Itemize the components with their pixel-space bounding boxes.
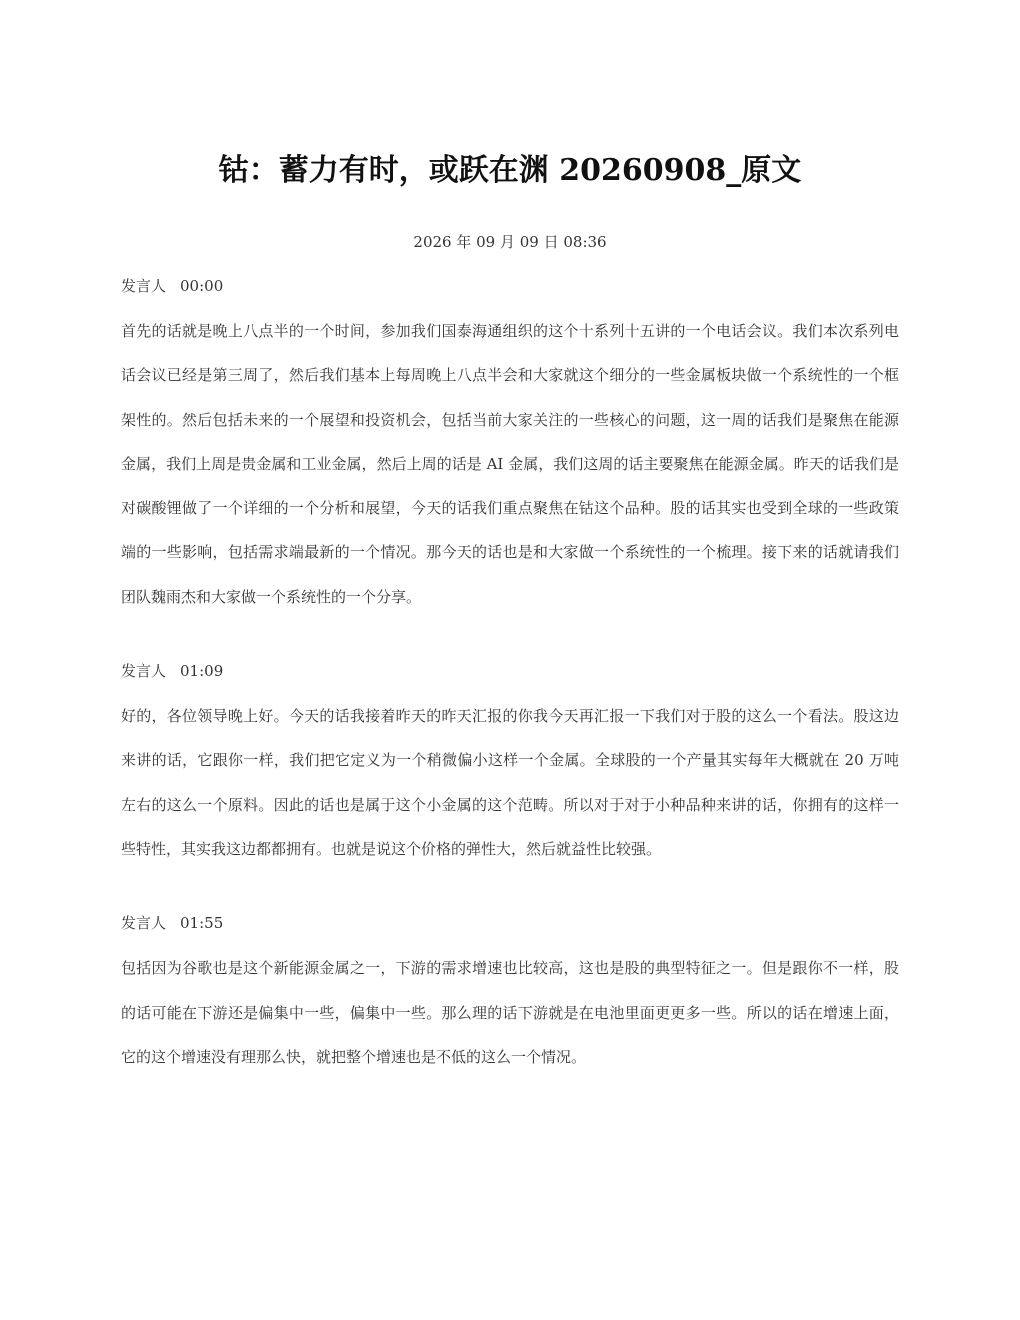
transcript-segment [121, 912, 899, 1079]
transcript-paragraph: 首先的话就是晚上八点半的一个时间，参加我们国泰海通组织的这个十系列十五讲的一个电话会议。我们本次系列电话会议已经是第三周了，然后我们基本上每周晚上八点半会和大家就这个细分的一些金属板块做一个系统性的一个框架性的。然后包括未来的一个展望和投资机会，包括当前大家关注的一些核心的问题，这一周的话我们是聚焦在能源金属，我们上周是贵金属和工业金属，然后上周的话是 AI 金属，我们这周的话主要聚焦在能源金属。昨天的话我们是对碳酸锂做了一个详细的一个分析和展望，今天的话我们重点聚焦在钴这个品种。股的话其实也受到全球的一些政策端的一些影响，包括需求端最新的一个情况。那今天的话也是和大家做一个系统性的一个梳理。接下来的话就请我们团队魏雨杰和大家做一个系统性的一个分享。 [121, 322, 899, 606]
document-title: 钴：蓄力有时，或跃在渊 20260908_原文 [218, 153, 802, 188]
speaker-line [121, 275, 899, 297]
transcript-body [121, 275, 899, 1120]
transcript-segment [121, 275, 899, 619]
speaker-label: 发言人 [121, 914, 167, 933]
transcript-paragraph: 包括因为谷歌也是这个新能源金属之一，下游的需求增速也比较高，这也是股的典型特征之一。但是跟你不一样，股的话可能在下游还是偏集中一些，偏集中一些。那么理的话下游就是在电池里面更更多一些。所以的话在增速上面，它的这个增速没有理那么快，就把整个增速也是不低的这么一个情况。 [121, 959, 899, 1066]
transcript-segment [121, 660, 899, 871]
speaker-label: 发言人 [121, 277, 167, 295]
document-date: 2026 年 09 月 09 日 08:36 [413, 233, 607, 251]
speaker-label: 发言人 [121, 662, 167, 681]
timestamp: 00:00 [180, 277, 224, 295]
speaker-line [121, 912, 899, 934]
timestamp: 01:09 [180, 662, 224, 681]
timestamp: 01:55 [180, 914, 224, 933]
transcript-paragraph: 好的，各位领导晚上好。今天的话我接着昨天的昨天汇报的你我今天再汇报一下我们对于股的这么一个看法。股这边来讲的话，它跟你一样，我们把它定义为一个稍微偏小这样一个金属。全球股的一个产量其实每年大概就在 20 万吨左右的这么一个原料。因此的话也是属于这个小金属的这个范畴。所以对于对于小种品种来讲的话，你拥有的这样一些特性，其实我这边都都拥有。也就是说这个价格的弹性大，然后就益性比较强。 [121, 707, 899, 858]
speaker-line [121, 660, 899, 682]
